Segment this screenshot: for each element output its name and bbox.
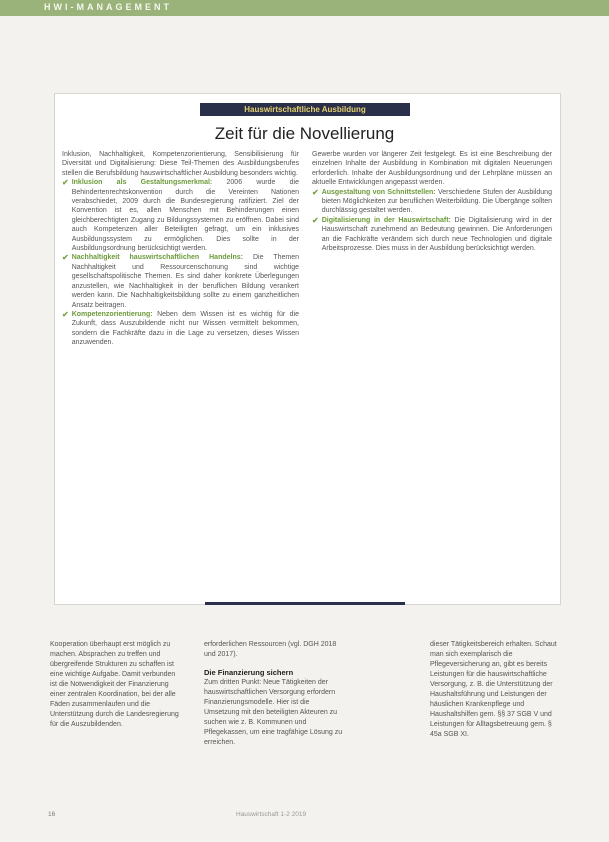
page-number: 16 [48,811,56,818]
bullet-head: Kompetenzorientierung: [71,310,153,318]
check-icon: ✔ [62,178,69,188]
bullet-head: Digitalisierung in der Hauswirtschaft: [321,216,451,224]
lower-col2-subhead: Die Finanzierung sichern [204,668,294,677]
bullet-text: Verschiedene Stufen der Ausbildung bieten Möglichkeiten zur beruflichen Weiterbildung. Die Übergänge sollten durchlässig gestaltet werden. [321,188,552,215]
bullet-text: 2006 wurde die Behindertenrechtskonvention durch die Vereinten Nationen verabschiedet, 2009 durch die Bundesregierung ratifiziert. Ziel der Konvention ist es, allen Menschen mit Behinderungen einen gleichberechtigten Zugang zu Bildungssystemen zu eröffnen. Dabei sind auch Kompetenzen aller Beteiligten gefragt, um ein inklusives Ausbildungssystem zu ermöglichen. Dies sollte in der Ausbildungsordnung berücksichtigt werden. [71,179,299,253]
section-header-bar [0,0,609,16]
section-label: HWI-MANAGEMENT [44,2,172,12]
bullet-text: Die Digitalisierung wird in der Hauswirtschaft zunehmend an Bedeutung gewinnen. Die Anforderungen an die Fachkräfte verändern sich durch neue Technologien und digitale Arbeitsprozesse. Dies muss in der Ausbildung berücksichtigt werden. [321,216,552,253]
article-left-column [62,150,299,348]
bullet-text: Die Themen Nachhaltigkeit und Ressourcenschonung sind wichtige gesellschaftspolitische Themen. Es sind daher konkrete Überlegungen anzustellen, wie Nachhaltigkeit in der beruflichen Bildung verankert werden kann. Die Nachhaltigkeitsbildung sollte zu einem ganzheitlichen Ansatz beitragen. [71,254,299,309]
bullet-digitalisierung [312,216,552,254]
magazine-footer: Hauswirtschaft 1-2 2019 [236,811,307,818]
check-icon: ✔ [62,253,69,263]
bullet-text: Neben dem Wissen ist es wichtig für die Zukunft, dass Auszubildende nicht nur Wissen vermittelt bekommen, sondern die Fachkräfte dazu in die Lage zu versetzen, dieses Wissen anzuwenden. [71,310,300,347]
article-right-column [312,150,552,253]
lower-column-2 [204,640,344,748]
check-icon: ✔ [312,187,319,197]
bullet-kompetenz [62,310,299,348]
lower-col2-body: Zum dritten Punkt: Neue Tätigkeiten der hauswirtschaftlichen Versorgung erfordern Finanzierungsmodelle. Hier ist die Umsetzung mit den beteiligten Akteuren zu suchen wie z. B. Kommunen und Pflegekassen, um eine tragfähige Lösung zu erreichen. [204,679,343,746]
check-icon: ✔ [312,215,319,225]
right-column-intro: Gewerbe wurden vor längerer Zeit festgelegt. Es ist eine Beschreibung der einzelnen Inhalte der Ausbildung in Kombination mit digitalen Neuerungen erforderlich. Inhalte der Ausbildungsordnung und der Lehrpläne müssen an aktuelle Entwicklungen angepasst werden. [312,151,552,187]
lower-col1-text: Kooperation überhaupt erst möglich zu machen. Absprachen zu treffen und übergreifende Strukturen zu schaffen ist eine wichtige Aufgabe. Damit verbunden ist die Notwendigkeit der Finanzierung einer zentralen Koordination, bei der alle Fäden zusammenlaufen und die Unterstützung durch die Landesregierung für die Auszubildenden. [50,641,179,728]
article-divider [205,602,405,605]
bullet-nachhaltigkeit [62,253,299,309]
left-column-intro: Inklusion, Nachhaltigkeit, Kompetenzorientierung, Sensibilisierung für Diversität und Digitalisierung: Diese Teil-Themen des Ausbildungsberufes stellen die Berufsbildung hauswirtschaftlicher Ausbildung besonders wichtig. [62,151,299,177]
check-icon: ✔ [62,309,69,319]
bullet-inklusion [62,178,299,253]
lower-column-3 [430,640,564,740]
article-kicker: Hauswirtschaftliche Ausbildung [200,103,410,116]
bullet-head: Nachhaltigkeit hauswirtschaftlichen Handelns: [71,254,243,262]
article-title: Zeit für die Novellierung [214,124,395,143]
bullet-head: Ausgestaltung von Schnittstellen: [321,188,436,196]
bullet-head: Inklusion als Gestaltungsmerkmal: [71,179,213,187]
lower-col3-text: dieser Tätigkeitsbereich erhalten. Schaut man sich exemplarisch die Pflegeversicherung an, gibt es bereits Leistungen für die hauswirtschaftliche Versorgung, z. B. die Unterstützung der Haushaltsführung und Leistungen der häuslichen Krankenpflege und Haushaltshilfen gem. §§ 37 SGB V und Leistungen für Alltagsbetreuung gem. § 45a SGB XI. [430,641,557,738]
lower-col2-top-text: erforderlichen Ressourcen (vgl. DGH 2018 und 2017). [204,641,337,658]
bullet-schnittstellen [312,188,552,216]
lower-column-1 [50,640,184,730]
